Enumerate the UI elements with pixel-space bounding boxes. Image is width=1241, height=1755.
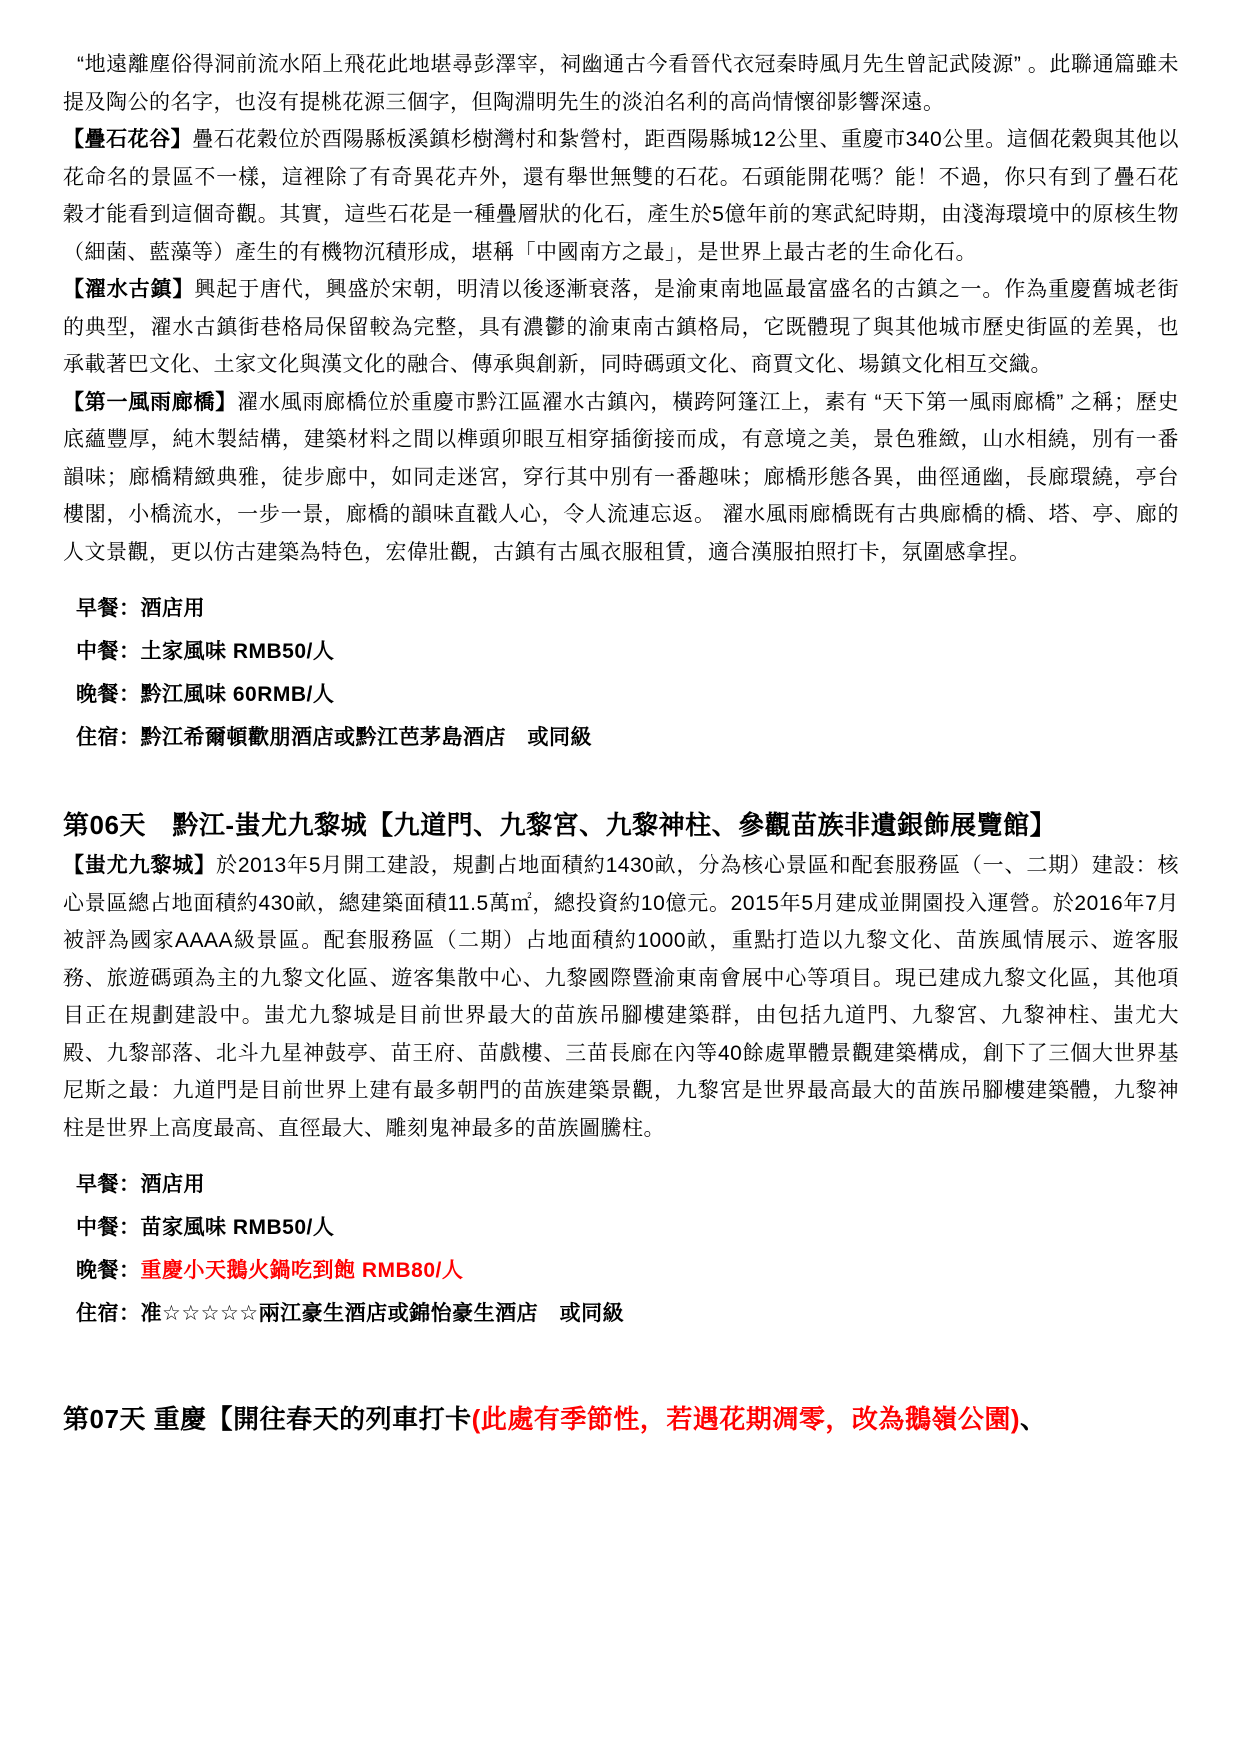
section-body-chiyou-city: 於2013年5月開工建設，規劃占地面積約1430畝，分為核心景區和配套服務區（一、二期）建設：核心景區總占地面積約430畝，總建築面積11.5萬㎡，總投資約10億元。2015年5月建成並開園投入運營。於2016年7月被評為國家AAAA級景區。配套服務區（二期）占地面積約1000畝，重點打造以九黎文化、苗族風情展示、遊客服務、旅遊碼頭為主的九黎文化區、遊客集散中心、九黎國際暨渝東南會展中心等項目。現已建成九黎文化區，其他項目正在規劃建設中。蚩尤九黎城是目前世界最大的苗族吊腳樓建築群，由包括九道門、九黎宮、九黎神柱、蚩尤大殿、九黎部落、北斗九星神鼓亭、苗王府、苗戲樓、三苗長廊在內等40餘處單體景觀建築構成，創下了三個大世界基尼斯之最：九道門是目前世界上建有最多朝門的苗族建築景觀，九黎宮是世界最高最大的苗族吊腳樓建築體，九黎神柱是世界上高度最高、直徑最大、雕刻鬼神最多的苗族圖騰柱。 <box>63 854 1180 1140</box>
day06-meals-block <box>76 1163 1179 1335</box>
day05-dinner-line: 晚餐：黔江風味 60RMB/人 <box>76 683 335 706</box>
section-title-chiyou-city: 【蚩尤九黎城】 <box>63 854 217 877</box>
section-wind-rain-bridge <box>63 384 1179 572</box>
day07-heading-start: 第07天 重慶【開往春天的列車打卡 <box>63 1404 472 1434</box>
day06-dinner-label: 晚餐： <box>76 1259 141 1282</box>
section-chiyou-city <box>63 847 1179 1147</box>
day06-hotel-line: 住宿：准☆☆☆☆☆兩江豪生酒店或錦怡豪生酒店 或同級 <box>76 1302 625 1325</box>
day06-heading: 第06天 黔江-蚩尤九黎城【九道門、九黎宮、九黎神柱、參觀苗族非遺銀飾展覽館】 <box>63 810 1057 840</box>
section-title-wind-rain-bridge: 【第一風雨廊橋】 <box>63 390 238 414</box>
day06-lunch-line: 中餐：苗家風味 RMB50/人 <box>76 1216 335 1239</box>
section-dieshihuagu <box>63 121 1179 271</box>
day06-dinner-highlight: 重慶小天鵝火鍋吃到飽 RMB80/人 <box>140 1259 464 1282</box>
day07-heading <box>63 1399 1179 1439</box>
day05-hotel-line: 住宿：黔江希爾頓歡朋酒店或黔江芭茅島酒店 或同級 <box>76 726 592 749</box>
section-title-dieshihuagu: 【疊石花谷】 <box>63 128 193 151</box>
section-body-zhuoshui-old-town: 興起于唐代，興盛於宋朝，明清以後逐漸衰落，是渝東南地區最富盛名的古鎮之一。作為重慶舊城老街的典型，濯水古鎮街巷格局保留較為完整，具有濃鬱的渝東南古鎮格局，它既體現了與其他城市歷史街區的差異，也承載著巴文化、土家文化與漢文化的融合、傳承與創新，同時碼頭文化、商賈文化、場鎮文化相互交織。 <box>63 278 1179 376</box>
day05-breakfast-line: 早餐：酒店用 <box>76 597 205 620</box>
day07-heading-end: 、 <box>1019 1404 1047 1434</box>
day06-dinner-line <box>76 1249 1179 1292</box>
intro-paragraph: “地遠離塵俗得洞前流水陌上飛花此地堪尋彭澤宰，祠幽通古今看晉代衣冠秦時風月先生曾記武陵源” 。此聯通篇雖未提及陶公的名字，也沒有提桃花源三個字，但陶淵明先生的淡泊名利的高尚情懷卻影響深遠。 <box>63 53 1179 114</box>
section-zhuoshui-old-town <box>63 271 1179 384</box>
day05-lunch-line: 中餐：土家風味 RMB50/人 <box>76 640 335 663</box>
day07-heading-highlight: (此處有季節性，若遇花期凋零，改為鵝嶺公園) <box>471 1404 1020 1434</box>
day05-meals-block <box>76 587 1179 759</box>
section-title-zhuoshui-old-town: 【濯水古鎮】 <box>63 278 195 301</box>
section-body-dieshihuagu: 疊石花穀位於酉陽縣板溪鎮杉樹灣村和紮營村，距酉陽縣城12公里、重慶市340公里。這個花穀與其他以花命名的景區不一樣，這裡除了有奇異花卉外，還有舉世無雙的石花。石頭能開花嗎？能！不過，你只有到了疊石花穀才能看到這個奇觀。其實，這些石花是一種疊層狀的化石，產生於5億年前的寒武紀時期，由淺海環境中的原核生物（細菌、藍藻等）產生的有機物沉積形成，堪稱「中國南方之最」，是世界上最古老的生命化石。 <box>63 128 1179 264</box>
section-body-wind-rain-bridge: 濯水風雨廊橋位於重慶市黔江區濯水古鎮內，橫跨阿篷江上，素有 “天下第一風雨廊橋” 之稱；歷史底蘊豐厚，純木製結構，建築材料之間以榫頭卯眼互相穿插銜接而成，有意境之美，景色雅緻，山水相繞，別有一番韻味；廊橋精緻典雅，徒步廊中，如同走迷宮，穿行其中別有一番趣味；廊橋形態各異，曲徑通幽，長廊環繞，亭台樓閣，小橋流水，一步一景，廊橋的韻味直戳人心，令人流連忘返。 濯水風雨廊橋既有古典廊橋的橋、塔、亭、廊的人文景觀，更以仿古建築為特色，宏偉壯觀，古鎮有古風衣服租賃，適合漢服拍照打卡，氛圍感拿捏。 <box>63 390 1180 564</box>
day06-breakfast-line: 早餐：酒店用 <box>76 1173 205 1196</box>
